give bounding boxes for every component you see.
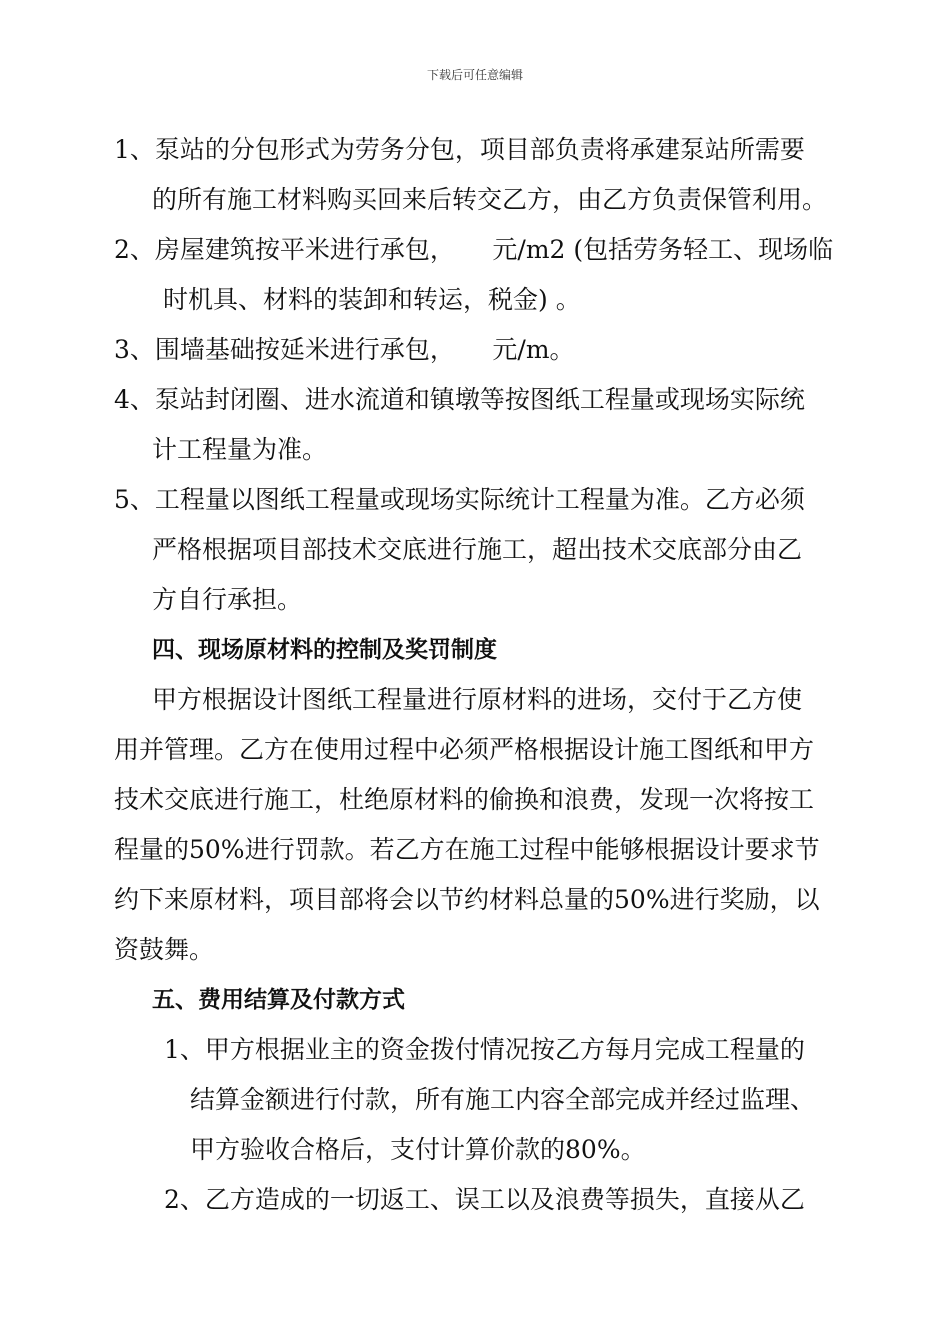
text-line-12: 甲方根据设计图纸工程量进行原材料的进场，交付于乙方使	[152, 685, 803, 714]
text-line-9: 严格根据项目部技术交底进行施工，超出技术交底部分由乙	[152, 535, 803, 564]
section-heading-5: 五、费用结算及付款方式	[152, 987, 405, 1013]
text-line-22: 2、乙方造成的一切返工、误工以及浪费等损失，直接从乙	[164, 1185, 805, 1214]
text-line-21: 甲方验收合格后，支付计算价款的80%。	[190, 1135, 646, 1164]
text-line-10: 方自行承担。	[152, 585, 303, 614]
text-line-16: 约下来原材料，项目部将会以节约材料总量的50%进行奖励，以	[114, 885, 820, 914]
text-line-14: 技术交底进行施工，杜绝原材料的偷换和浪费，发现一次将按工	[114, 785, 815, 814]
text-line-19: 1、甲方根据业主的资金拨付情况按乙方每月完成工程量的	[164, 1035, 805, 1064]
text-line-13: 用并管理。乙方在使用过程中必须严格根据设计施工图纸和甲方	[114, 735, 815, 764]
text-line-17: 资鼓舞。	[114, 935, 215, 964]
text-line-15: 程量的50%进行罚款。若乙方在施工过程中能够根据设计要求节	[114, 835, 820, 864]
text-line-3: 2、房屋建筑按平米进行承包， 元/m2 (包括劳务轻工、现场临	[114, 235, 834, 264]
text-line-7: 计工程量为准。	[152, 435, 328, 464]
text-line-2: 的所有施工材料购买回来后转交乙方，由乙方负责保管利用。	[152, 185, 828, 214]
section-heading-4: 四、现场原材料的控制及奖罚制度	[152, 637, 497, 663]
page-header: 下载后可任意编辑	[426, 68, 523, 82]
text-line-6: 4、泵站封闭圈、进水流道和镇墩等按图纸工程量或现场实际统	[114, 385, 805, 414]
text-line-8: 5、工程量以图纸工程量或现场实际统计工程量为准。乙方必须	[114, 485, 805, 514]
text-line-5: 3、围墙基础按延米进行承包， 元/m。	[114, 335, 575, 364]
text-line-20: 结算金额进行付款，所有施工内容全部完成并经过监理、	[190, 1085, 816, 1114]
text-line-4: 时机具、材料的装卸和转运，税金) 。	[163, 285, 581, 314]
text-line-1: 1、泵站的分包形式为劳务分包，项目部负责将承建泵站所需要	[114, 135, 805, 164]
